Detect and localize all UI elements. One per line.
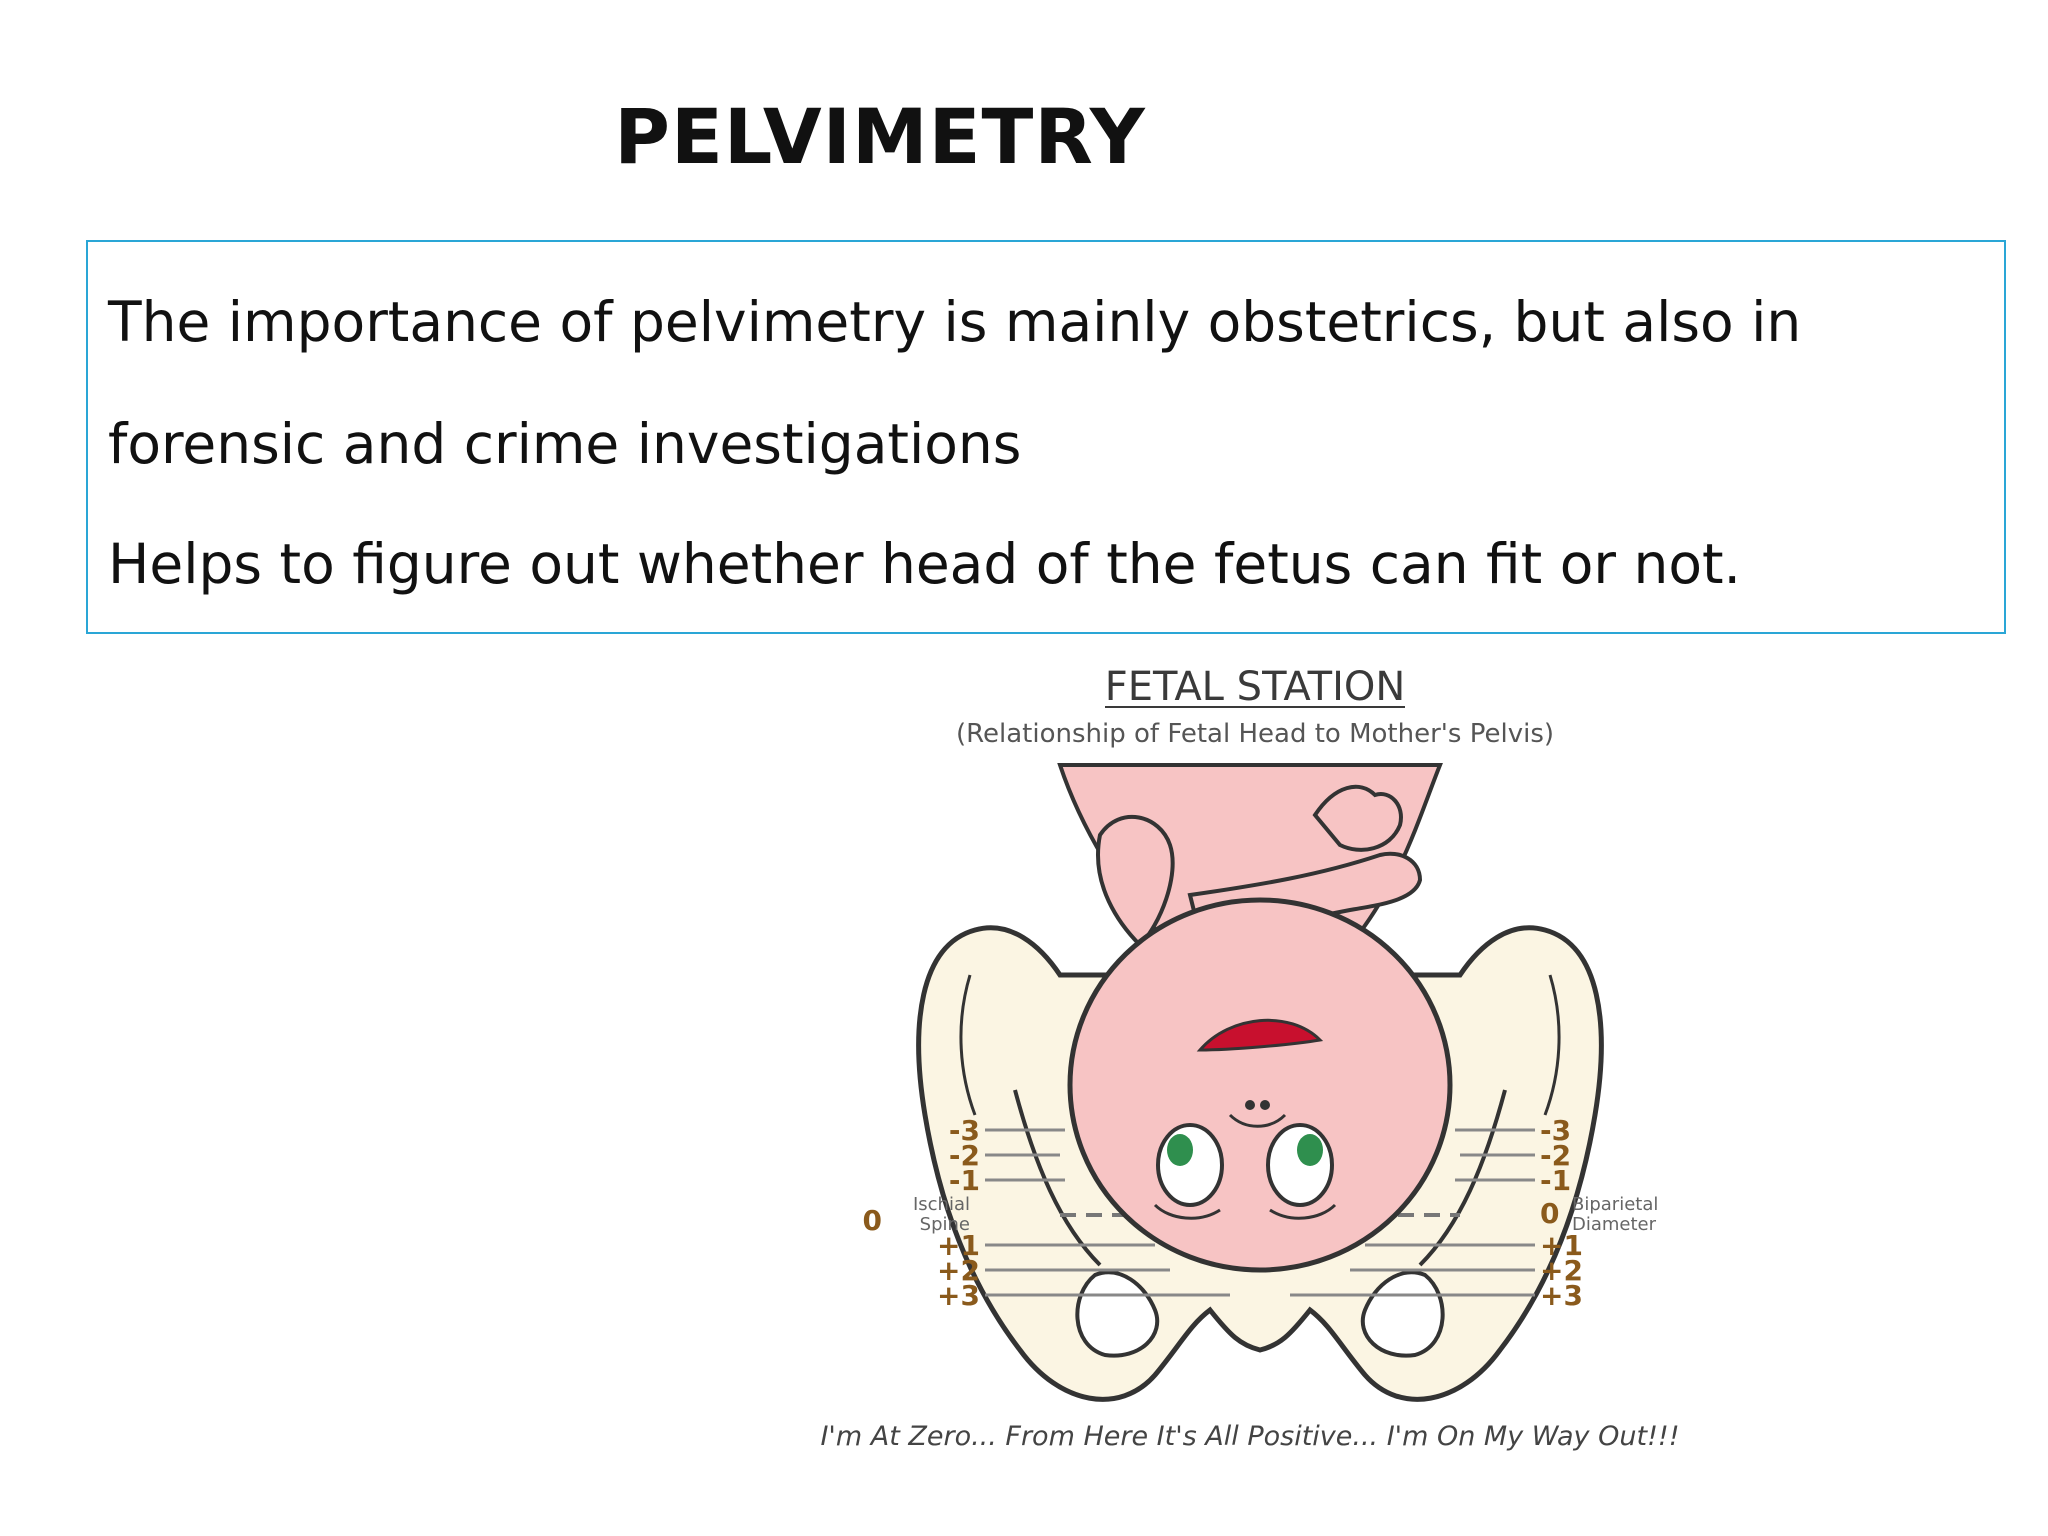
ischial-label-2: Spine xyxy=(919,1214,970,1235)
text-line-1: The importance of pelvimetry is mainly obstetrics, but also in xyxy=(108,290,1802,354)
biparietal-label-1: Biparietal xyxy=(1572,1194,1659,1215)
fetal-station-figure xyxy=(760,645,1760,1465)
biparietal-label-2: Diameter xyxy=(1572,1214,1657,1235)
station-label-right-minus-2: -2 xyxy=(1540,1139,1572,1172)
station-label-right-plus-1: +1 xyxy=(1540,1229,1583,1262)
figure-subtitle: (Relationship of Fetal Head to Mother's Pelvis) xyxy=(955,719,1555,749)
station-label-left-minus-1: -1 xyxy=(948,1164,980,1197)
station-label-left-plus-1: +1 xyxy=(937,1229,980,1262)
station-label-right-minus-1: -1 xyxy=(1540,1164,1572,1197)
fetus-illustration xyxy=(1060,765,1450,1270)
station-label-right-plus-3: +3 xyxy=(1540,1279,1583,1312)
text-line-3: Helps to figure out whether head of the fetus can fit or not. xyxy=(108,532,1742,596)
ischial-label-1: Ischial xyxy=(912,1194,970,1215)
station-label-left-plus-2: +2 xyxy=(937,1254,980,1287)
fetal-station-illustration xyxy=(760,645,1760,1465)
figure-title: FETAL STATION xyxy=(1104,664,1406,710)
figure-caption: I'm At Zero... From Here It's All Positive... I'm On My Way Out!!! xyxy=(820,1421,1680,1452)
station-label-right-minus-3: -3 xyxy=(1540,1114,1572,1147)
slide-title: PELVIMETRY xyxy=(614,92,1146,181)
station-label-right-zero: 0 xyxy=(1540,1197,1560,1230)
station-label-left-plus-3: +3 xyxy=(937,1279,980,1312)
station-label-left-minus-3: -3 xyxy=(948,1114,980,1147)
text-box xyxy=(86,240,2006,634)
text-line-2: forensic and crime investigations xyxy=(108,412,1022,476)
station-label-left-minus-2: -2 xyxy=(948,1139,980,1172)
station-label-left-zero: 0 xyxy=(862,1204,882,1237)
station-label-right-plus-2: +2 xyxy=(1540,1254,1583,1287)
